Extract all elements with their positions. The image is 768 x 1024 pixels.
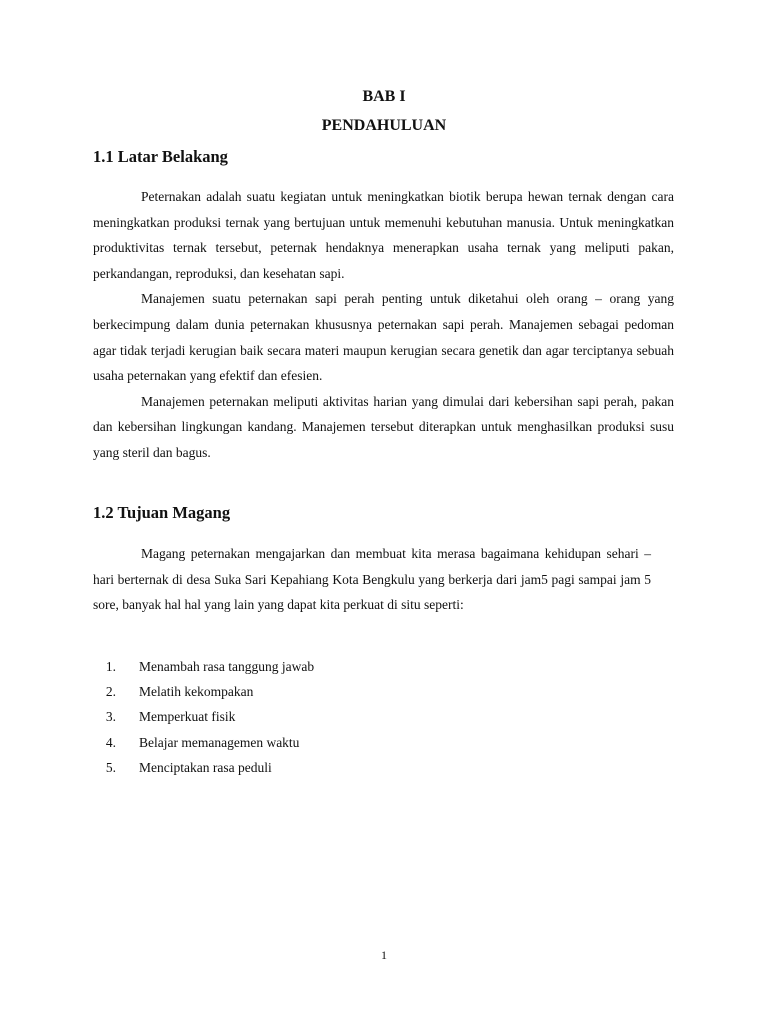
list-item xyxy=(93,730,314,755)
list-item xyxy=(93,679,314,704)
chapter-title: PENDAHULUAN xyxy=(321,117,447,134)
paragraph: Manajemen peternakan meliputi aktivitas harian yang dimulai dari kebersihan sapi perah, pakan dan kebersihan lingkungan kandang. Manajemen tersebut diterapkan untuk menghasilkan produksi susu yang steril dan bagus. xyxy=(93,393,674,460)
list-item-text: Belajar memanagemen waktu xyxy=(139,734,300,750)
list-item xyxy=(93,654,314,679)
paragraph: Peternakan adalah suatu kegiatan untuk meningkatkan biotik berupa hewan ternak dengan cara meningkatkan produksi ternak yang bertujuan untuk memenuhi kebutuhan manusia. Untuk meningkatkan produktivitas ternak tersebut, peternak hendaknya menerapkan usaha ternak yang meliputi pakan, perkandangan, reproduksi, dan kesehatan sapi. xyxy=(93,189,674,281)
list-item-number: 1. xyxy=(105,659,116,674)
objectives-list xyxy=(93,654,314,780)
paragraph: Manajemen suatu peternakan sapi perah penting untuk diketahui oleh orang – orang yang berkecimpung dalam dunia peternakan khususnya peternakan sapi perah. Manajemen sebagai pedoman agar tidak terjadi kerugian baik secara materi maupun kerugian secara genetik dan agar terciptanya sebuah usaha peternakan yang efektif dan efesien. xyxy=(93,291,674,384)
list-item-number: 2. xyxy=(105,684,116,700)
list-item xyxy=(93,755,314,780)
page-number: 1 xyxy=(381,948,387,962)
chapter-number: BAB I xyxy=(362,88,406,105)
section-body-latar-belakang xyxy=(93,184,674,466)
list-item-number: 5. xyxy=(105,759,116,775)
section-heading-latar-belakang: 1.1 Latar Belakang xyxy=(93,147,228,166)
section-body-tujuan-magang xyxy=(93,541,651,618)
list-item-text: Memperkuat fisik xyxy=(139,709,236,725)
section-heading-tujuan-magang: 1.2 Tujuan Magang xyxy=(93,503,231,522)
list-item-text: Menciptakan rasa peduli xyxy=(139,759,272,775)
list-item-text: Menambah rasa tanggung jawab xyxy=(139,659,315,674)
list-item-number: 3. xyxy=(105,709,116,725)
paragraph: Magang peternakan mengajarkan dan membuat kita merasa bagaimana kehidupan sehari – hari berternak di desa Suka Sari Kepahiang Kota Bengkulu yang berkerja dari jam5 pagi sampai jam 5 sore, banyak hal hal yang lain yang dapat kita perkuat di situ seperti: xyxy=(93,546,651,613)
list-item-number: 4. xyxy=(105,734,116,750)
list-item-text: Melatih kekompakan xyxy=(139,684,254,700)
list-item xyxy=(93,704,314,729)
